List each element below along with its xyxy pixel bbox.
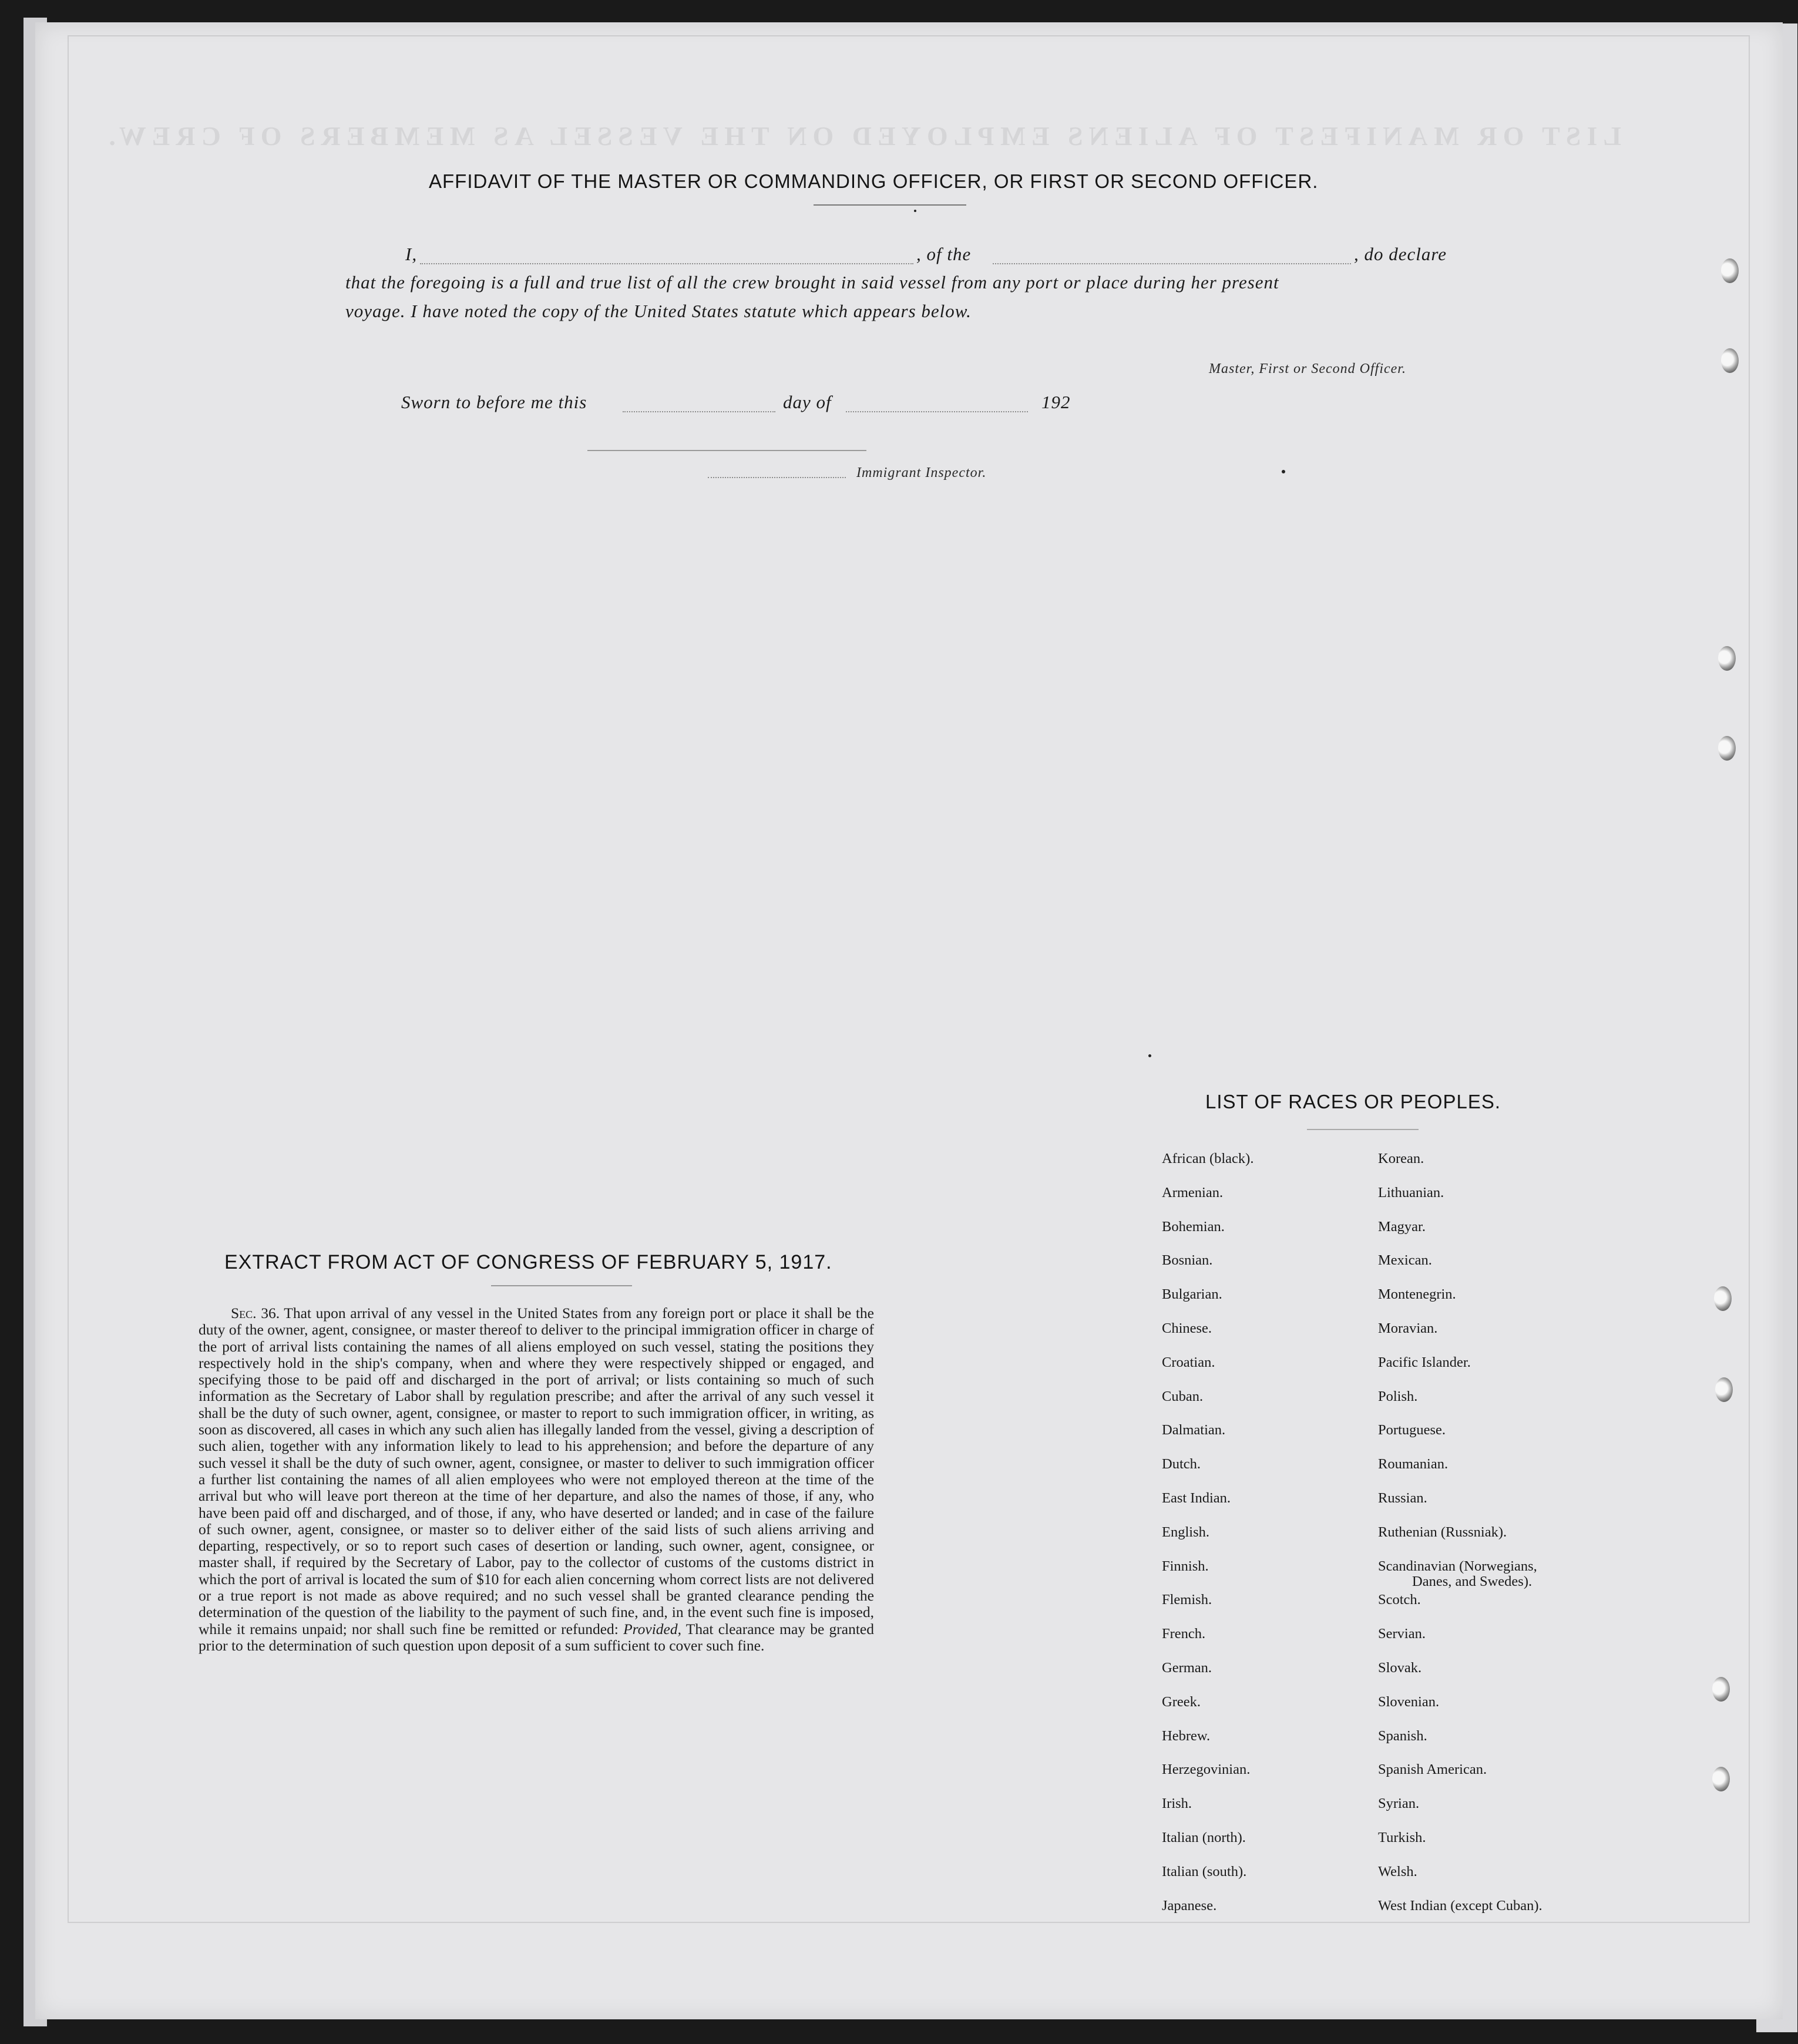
- race-item: Armenian.: [1162, 1185, 1224, 1201]
- race-item: Mexican.: [1378, 1252, 1432, 1268]
- race-item: Bohemian.: [1162, 1219, 1225, 1235]
- master-signature-caption: Master, First or Second Officer.: [1209, 361, 1406, 376]
- race-item: East Indian.: [1162, 1490, 1231, 1506]
- extract-body: [199, 1305, 874, 1654]
- race-item: Bosnian.: [1162, 1252, 1213, 1268]
- race-item: German.: [1162, 1660, 1212, 1676]
- race-item-continuation: Danes, and Swedes).: [1412, 1574, 1532, 1589]
- race-item: Polish.: [1378, 1389, 1418, 1404]
- affidavit-title-rule: [814, 204, 966, 206]
- section-number: Sec. 36.: [231, 1305, 280, 1322]
- race-item: Flemish.: [1162, 1592, 1212, 1608]
- inspector-caption: Immigrant Inspector.: [856, 465, 987, 480]
- extract-text: That upon arrival of any vessel in the United States from any foreign port or place it shall be the duty of the owner, agent, consignee, or master thereof to deliver to the principal immigration officer in charge of the port of arrival lists containing the names of all aliens employed on such vessel, stating the positions they respectively hold in the ship's company, when and where they were respectively shipped or engaged, and specifying those to be paid off and discharged in the port of arrival; or lists containing so much of such information as the Secretary of Labor shall by regulation prescribe; and after the arrival of any such vessel it shall be the duty of such owner, agent, consignee, or master to report to such immigration officer, in writing, as soon as discovered, all cases in which any such alien has illegally landed from the vessel, giving a description of such alien, together with any information likely to lead to his apprehension; and before the departure of any such vessel it shall be the duty of such owner, agent, consignee, or master to deliver to such immigration officer a further list containing the names of all alien employees who were not employed thereon at the time of the arrival but who will leave port thereon at the time of her departure, and also the names of those, if any, who have been paid off and discharged, and of those, if any, who have deserted or landed; and in case of the failure of such owner, agent, consignee, or master so to deliver either of the said lists of such aliens arriving and departing, respectively, or so to report such cases of desertion or landing, such owner, agent, consignee, or master shall, if required by the Secretary of Labor, pay to the collector of customs of the customs district in which the port of arrival is located the sum of $10 for each alien concerning whom correct lists are not delivered or a true report is not made as above required; and no such vessel shall be granted clearance pending the determination of the question of the liability to the payment of such fine, and, in the event such fine is imposed, while it remains unpaid; nor shall such fine be remitted or refunded:: [199, 1305, 874, 1638]
- race-item: Cuban.: [1162, 1389, 1204, 1404]
- race-item: West Indian (except Cuban).: [1378, 1898, 1542, 1914]
- affidavit-title: AFFIDAVIT OF THE MASTER OR COMMANDING OFFICER, OR FIRST OR SECOND OFFICER.: [429, 170, 1319, 192]
- race-item: Dalmatian.: [1162, 1422, 1226, 1438]
- race-item: Ruthenian (Russniak).: [1378, 1524, 1507, 1540]
- race-item: Spanish.: [1378, 1728, 1427, 1744]
- sworn-label: Sworn to before me this: [401, 392, 587, 412]
- race-item: Roumanian.: [1378, 1456, 1449, 1472]
- race-item: Russian.: [1378, 1490, 1427, 1506]
- affidavit-name-line: [420, 263, 913, 264]
- race-item: Welsh.: [1378, 1864, 1417, 1880]
- race-item: Slovenian.: [1378, 1694, 1440, 1710]
- race-item: Japanese.: [1162, 1898, 1217, 1914]
- ink-speck: [914, 210, 916, 212]
- race-item: Herzegovinian.: [1162, 1761, 1251, 1777]
- race-item: Chinese.: [1162, 1320, 1212, 1336]
- punch-hole: [1712, 1767, 1730, 1791]
- race-item: African (black).: [1162, 1151, 1254, 1166]
- sworn-month-line: [846, 411, 1028, 412]
- race-item: Moravian.: [1378, 1320, 1438, 1336]
- ink-speck: [1282, 470, 1285, 473]
- race-item: Italian (north).: [1162, 1830, 1246, 1845]
- race-item: Slovak.: [1378, 1660, 1422, 1676]
- affidavit-line-3: voyage. I have noted the copy of the United States statute which appears below.: [345, 301, 972, 321]
- race-item: Servian.: [1378, 1626, 1426, 1642]
- affidavit-of-the-label: , of the: [916, 244, 972, 264]
- race-item: Italian (south).: [1162, 1864, 1247, 1880]
- inspector-signature-rule: [587, 450, 866, 451]
- punch-hole: [1715, 1377, 1733, 1402]
- inspector-dotted-line: [708, 477, 846, 478]
- race-item: Scandinavian (Norwegians,: [1378, 1558, 1537, 1574]
- race-item: Scotch.: [1378, 1592, 1421, 1608]
- races-title: LIST OF RACES OR PEOPLES.: [1205, 1091, 1501, 1112]
- punch-hole: [1712, 1677, 1730, 1702]
- race-item: Korean.: [1378, 1151, 1424, 1166]
- race-item: French.: [1162, 1626, 1206, 1642]
- punch-hole: [1718, 646, 1736, 671]
- race-item: Portuguese.: [1378, 1422, 1446, 1438]
- race-item: Lithuanian.: [1378, 1185, 1444, 1201]
- race-item: Syrian.: [1378, 1796, 1420, 1811]
- punch-hole: [1714, 1286, 1732, 1311]
- punch-hole: [1721, 348, 1739, 373]
- proviso-word: Provided,: [623, 1620, 681, 1638]
- bleed-through-heading: LIST OR MANIFEST OF ALIENS EMPLOYED ON THE VESSEL AS MEMBERS OF CREW.: [103, 121, 1621, 151]
- race-item: English.: [1162, 1524, 1209, 1540]
- race-item: Irish.: [1162, 1796, 1192, 1811]
- affidavit-declare-label: , do declare: [1354, 244, 1447, 264]
- affidavit-line-2: that the foregoing is a full and true list of all the crew brought in said vessel from any port or place during her present: [345, 272, 1279, 293]
- ink-speck: [1148, 1054, 1151, 1057]
- race-item: Magyar.: [1378, 1219, 1426, 1235]
- day-of-label: day of: [783, 392, 832, 412]
- punch-hole: [1718, 736, 1736, 761]
- punch-hole: [1721, 258, 1739, 283]
- race-item: Greek.: [1162, 1694, 1201, 1710]
- year-prefix: 192: [1041, 392, 1071, 412]
- extract-title: EXTRACT FROM ACT OF CONGRESS OF FEBRUARY 5, 1917.: [224, 1251, 832, 1273]
- affidavit-vessel-line: [993, 263, 1351, 264]
- race-item: Bulgarian.: [1162, 1286, 1222, 1302]
- race-item: Dutch.: [1162, 1456, 1201, 1472]
- race-item: Spanish American.: [1378, 1761, 1487, 1777]
- race-item: Croatian.: [1162, 1354, 1215, 1370]
- sworn-day-line: [623, 411, 775, 412]
- affidavit-i-label: I,: [405, 244, 418, 264]
- race-item: Finnish.: [1162, 1558, 1209, 1574]
- race-item: Hebrew.: [1162, 1728, 1211, 1744]
- extract-text-end: That clearance may be granted prior to the determination of such question upon deposit of a sum sufficient to cover such fine.: [199, 1620, 874, 1654]
- extract-title-rule: [491, 1285, 632, 1286]
- races-title-rule: [1307, 1129, 1419, 1130]
- race-item: Montenegrin.: [1378, 1286, 1456, 1302]
- race-item: Turkish.: [1378, 1830, 1426, 1845]
- race-item: Pacific Islander.: [1378, 1354, 1471, 1370]
